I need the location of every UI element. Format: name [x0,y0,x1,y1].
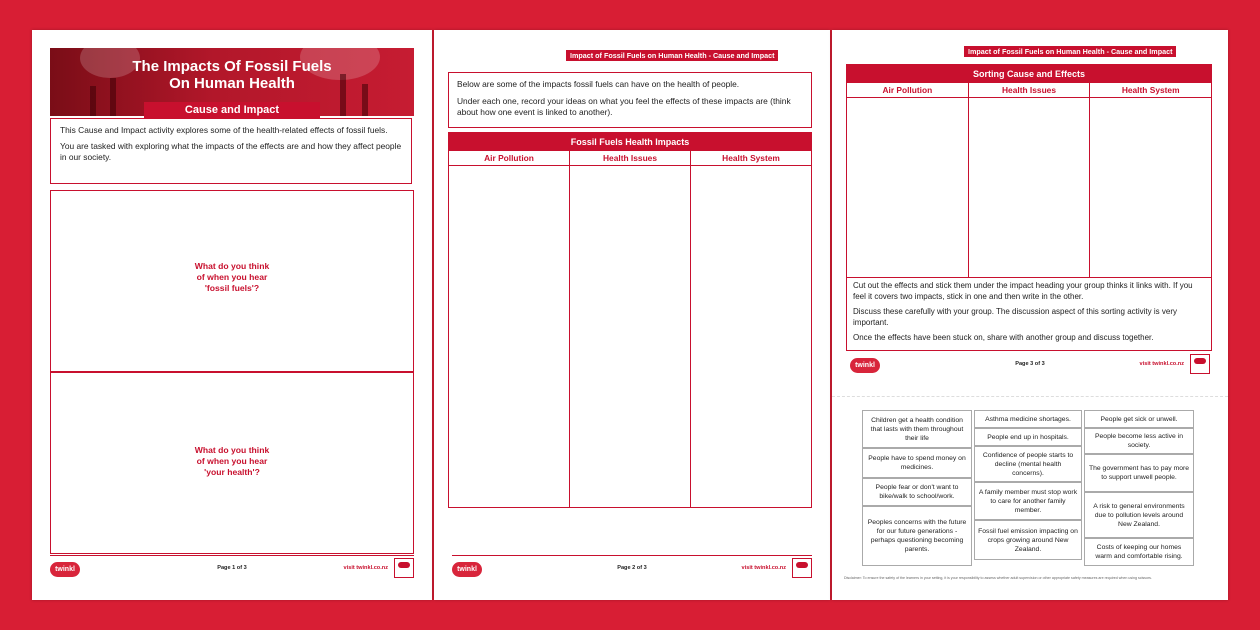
page-footer [452,555,812,582]
effect-card[interactable]: People fear or don't want to bike/walk to school/work. [862,478,972,506]
effect-card[interactable]: The government has to pay more to support unwell people. [1084,454,1194,492]
effect-card[interactable]: People have to spend money on medicines. [862,448,972,478]
col-header-air-pollution: Air Pollution [449,151,570,165]
intro-text: You are tasked with exploring what the impacts of the effects are and how they affect people in our society. [60,141,402,162]
table-body [449,166,811,507]
page-title [50,58,414,92]
twinkl-logo[interactable]: twinkl [850,358,880,373]
table-title: Fossil Fuels Health Impacts [449,133,811,151]
instructions-text: Below are some of the impacts fossil fuels can have on the health of people. [457,79,740,89]
question-line: What do you think [194,445,270,455]
table-header-row [847,83,1211,98]
effect-card[interactable]: Confidence of people starts to decline (mental health concerns). [974,446,1082,482]
header-tag: Impact of Fossil Fuels on Human Health - Cause and Impact [964,46,1176,57]
effect-card[interactable]: Fossil fuel emission impacting on crops growing around New Zealand. [974,520,1082,560]
question-box-fossil-fuels[interactable] [50,190,414,372]
question-text [51,261,413,294]
effect-card[interactable]: A family member must stop work to care for another family member. [974,482,1082,520]
worksheet-page-1 [32,30,432,600]
title-line: The Impacts Of Fossil Fuels [132,58,332,75]
question-line: of when you hear [196,456,268,466]
disclaimer: Disclaimer: To ensure the safety of the learners in your setting, it is your responsibility to assess whether adult supervision or other appropriate safety measures are required when using scissors. [844,576,1152,580]
effect-card[interactable]: Asthma medicine shortages. [974,410,1082,428]
instructions-text: Discuss these carefully with your group. The discussion aspect of this sorting activity is very important. [853,307,1177,327]
effect-card[interactable]: People get sick or unwell. [1084,410,1194,428]
answer-cell-air-pollution[interactable] [449,166,570,507]
instructions-text: Under each one, record your ideas on what you feel the effects of these impacts are (think about how one event is linked to another). [457,96,791,117]
effect-card[interactable]: People become less active in society. [1084,428,1194,454]
effect-card[interactable]: Costs of keeping our homes warm and comfortable rising. [1084,538,1194,566]
question-line: What do you think [194,261,270,271]
question-line: of when you hear [196,272,268,282]
sort-cell-health-system[interactable] [1090,98,1211,277]
page-number: Page 1 of 3 [217,565,247,571]
question-text [51,445,413,478]
sort-cell-air-pollution[interactable] [847,98,969,277]
visit-link[interactable]: visit twinkl.co.nz [1139,361,1184,367]
cut-out-cards [862,410,1196,570]
worksheet-page-2 [434,30,830,600]
table-body [847,98,1211,277]
instructions-text: Once the effects have been stuck on, share with another group and discuss together. [853,333,1154,342]
visit-link[interactable]: visit twinkl.co.nz [741,565,786,571]
quality-badge-icon [792,558,812,578]
effect-card[interactable]: People end up in hospitals. [974,428,1082,446]
effect-card[interactable]: Peoples concerns with the future for our future generations - perhaps questioning becoming parents. [862,506,972,566]
col-header-health-issues: Health Issues [570,151,691,165]
question-box-your-health[interactable] [50,372,414,554]
page-footer [850,352,1210,378]
page-footer [50,555,414,582]
col-header-health-system: Health System [722,153,780,163]
header-tag: Impact of Fossil Fuels on Human Health - Cause and Impact [566,50,778,61]
worksheet-page-3 [832,30,1228,600]
quality-badge-icon [1190,354,1210,374]
table-title: Sorting Cause and Effects [847,65,1211,83]
question-line: 'your health'? [204,467,260,477]
sorting-instructions [846,277,1212,351]
cut-line [832,396,1228,397]
effect-card[interactable]: Children get a health condition that lasts with them throughout their life [862,410,972,448]
intro-box [50,118,412,184]
page-number: Page 2 of 3 [617,565,647,571]
col-header-health-system: Health System [1121,85,1180,95]
visit-link[interactable]: visit twinkl.co.nz [343,565,388,571]
twinkl-logo[interactable]: twinkl [50,562,80,577]
quality-badge-icon [394,558,414,578]
subtitle: Cause and Impact [144,102,320,118]
col-header-air-pollution: Air Pollution [847,83,969,97]
impacts-table [448,132,812,508]
answer-cell-health-system[interactable] [691,166,811,507]
sort-cell-health-issues[interactable] [969,98,1091,277]
twinkl-logo[interactable]: twinkl [452,562,482,577]
instructions-box [448,72,812,128]
instructions-text: Cut out the effects and stick them under the impact heading your group thinks it links with. If you feel it covers two impacts, stick in one and then write in the other. [853,281,1193,301]
table-header-row [449,151,811,166]
sorting-table [846,64,1212,278]
title-line: On Human Health [169,75,295,92]
intro-text: This Cause and Impact activity explores some of the health-related effects of fossil fuels. [60,125,388,135]
effect-card[interactable]: A risk to general environments due to pollution levels around New Zealand. [1084,492,1194,538]
col-header-health-issues: Health Issues [969,83,1091,97]
question-line: 'fossil fuels'? [204,283,260,293]
answer-cell-health-issues[interactable] [570,166,691,507]
page-number: Page 3 of 3 [1015,361,1045,367]
